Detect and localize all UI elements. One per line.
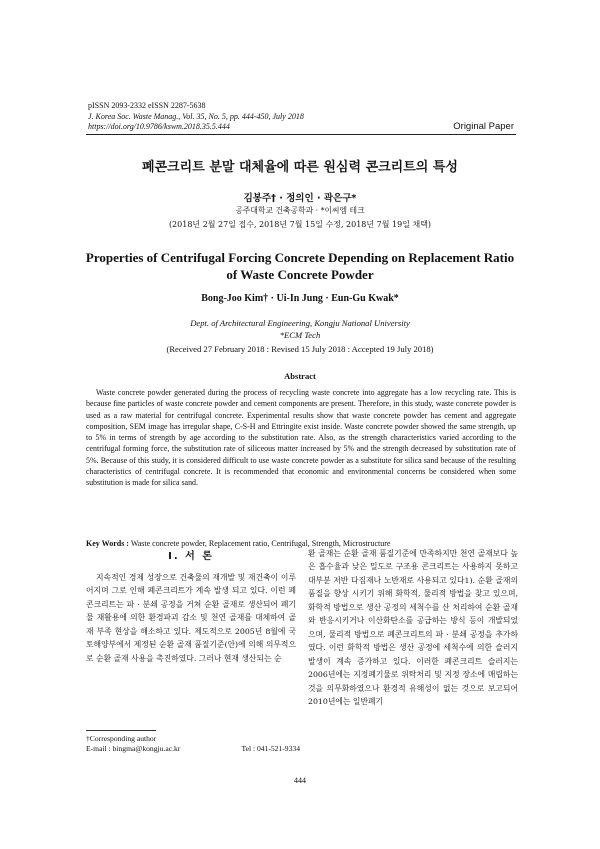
korean-affiliation: 공주대학교 건축공학과 · *이씨엠 테크 — [235, 206, 365, 215]
article-type-label: Original Paper — [453, 121, 514, 132]
english-affiliation — [60, 317, 540, 341]
doi-link[interactable]: https://doi.org/10.9786/kswm.2018.35.5.444 — [88, 122, 230, 131]
abstract-text: Waste concrete powder generated during the process of recycling waste concrete into aggregate has a low recycling rate. This is because fine particles of waste concrete powder and cement components are present. Therefore, in this study, waste concrete powder is used as a raw material for centrifugal concrete. Experimental results show that waste concrete powder has cement and aggregate composition, SEM image has irregular shape, C-S-H and Ettringite exist inside. Waste concrete powder showed the same strength, up to 5% in terms of strength by age according to the substitution rate. Also, as the strength characteristics varied according to the centrifugal forming force, the substitution rate of siliceous matter increased by 5% and the strength decreased by substitution rate of 5%. Because of this study, it is considered difficult to use waste concrete powder as a substitute for silica sand because of the resulting characteristics of centrifugal concrete. It is recommended that economic and environmental concerns be considered when some substitution is made for silica sand. — [86, 388, 516, 488]
keywords-label: Key Words : — [86, 539, 129, 548]
english-authors: Bong-Joo Kim† · Ui-In Jung · Eun-Gu Kwak* — [201, 293, 399, 304]
korean-title: 폐콘크리트 분말 대체율에 따른 원심력 콘크리트의 특성 — [142, 160, 458, 175]
journal-citation: J. Korea Soc. Waste Manag., Vol. 35, No. 5, pp. 444-450, July 2018 — [88, 111, 304, 121]
journal-header — [88, 101, 304, 133]
english-title — [60, 249, 540, 283]
affiliation-line2: *ECM Tech — [279, 330, 321, 340]
corresponding-author-label: †Corresponding author — [86, 734, 157, 743]
footnote — [86, 734, 300, 754]
author-email: E-mail : bingma@kongju.ac.kr — [86, 744, 181, 753]
author-tel: Tel : 041-521-9334 — [241, 744, 300, 753]
intro-right-column: 환 골재는 순환 골재 품질기준에 만족하지만 천연 골재보다 높은 흡수율과 낮은 밀도로 구조용 콘크리트는 사용하지 못하고 대부분 저반 다짐재나 노반재로 사용되고 있다1). 순환 골재의 품질을 향상 시키기 위해 화학적, 물리적 방법을 찾고 있으며, 화학적 방법으로 생산 공정의 세척수를 산 처리하여 순환 골재와 반응시키거나 이산화탄소를 공급하는 방식 등이 개발되었으며, 물리적 방법으로 폐콘크리트의 파 · 분쇄 공정을 추가하였다. 이런 화학적 방법은 생산 공정에 세척수에 의한 슬러지 발생이 계속 증가하고 있다. 이러한 폐콘크리트 슬러지는 2006년에는 지정폐기물로 위탁처리 및 지정 장소에 매립하는 것을 의무화하였으나 환경적 유해성이 없는 것으로 보고되어 2010년에는 일반폐기 — [308, 549, 518, 706]
english-dates: (Received 27 February 2018 : Revised 15 July 2018 : Accepted 19 July 2018) — [166, 344, 434, 354]
korean-authors: 김봉주† · 정의인 · 곽은구* — [243, 193, 357, 204]
english-title-line2: of Waste Concrete Powder — [226, 267, 374, 282]
section-heading-introduction: I. 서 론 — [168, 551, 214, 562]
korean-dates: (2018년 2월 27일 접수, 2018년 7월 15일 수정, 2018년 7월 19일 채택) — [168, 220, 432, 229]
abstract-heading: Abstract — [284, 371, 316, 381]
english-title-line1: Properties of Centrifugal Forcing Concrete Depending on Replacement Ratio — [85, 250, 515, 265]
intro-left-column: 지속적인 경제 성장으로 건축물의 재개발 및 재건축이 이루어지며 그로 인해 폐콘크리트가 계속 발생 되고 있다. 이런 폐콘크리트는 파 · 분쇄 공정을 거쳐 순환 골재로 생산되어 폐기물 재활용에 의한 환경파괴 감소 및 천연 골재를 대체하여 골재 부족 현상을 해소하고 있다. 제도적으로 2005년 8월에 국토해양부에서 제정된 순환 골재 품질기준(안)에 의해 의무적으로 순환 골재 사용을 촉진하였다. 그러나 현재 생산되는 순 — [86, 573, 296, 663]
keywords-text: Waste concrete powder, Replacement ratio, Centrifugal, Strength, Microstructure — [128, 539, 391, 548]
affiliation-line1: Dept. of Architectural Engineering, Kongju National University — [190, 318, 410, 328]
footnote-rule — [86, 730, 156, 731]
page-number: 444 — [294, 776, 306, 785]
issn-line: pISSN 2093-2332 eISSN 2287-5638 — [88, 101, 206, 110]
header-rule — [86, 134, 516, 135]
